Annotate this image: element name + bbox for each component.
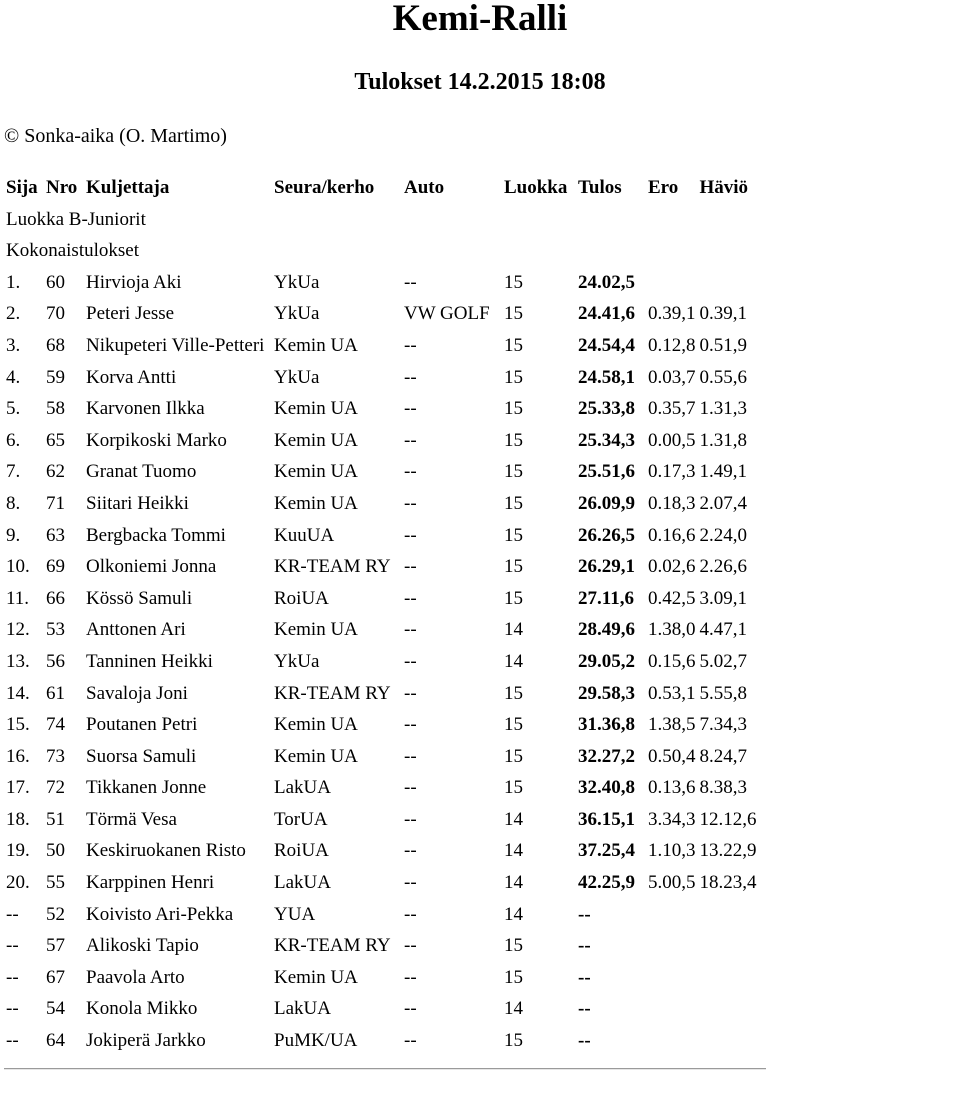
cell-luokka: 15 — [504, 587, 523, 609]
cell-auto: -- — [404, 998, 417, 1020]
table-row — [4, 930, 759, 962]
cell-havio: 0.51,9 — [699, 334, 747, 356]
cell-ero: 1.38,5 — [648, 714, 696, 736]
col-header-auto: Auto — [404, 177, 445, 198]
cell-nro: 50 — [46, 840, 65, 862]
cell-auto: -- — [404, 398, 417, 420]
cell-sija: 13. — [6, 650, 30, 672]
cell-seura: YkUa — [274, 650, 320, 672]
cell-tulos: 24.41,6 — [578, 303, 635, 325]
cell-ero — [646, 267, 698, 299]
cell-sija: 16. — [6, 745, 30, 767]
results-table — [4, 172, 759, 1057]
cell-seura: PuMK/UA — [274, 1030, 358, 1052]
table-row — [4, 330, 759, 362]
col-header-havio: Häviö — [699, 177, 749, 198]
cell-auto: VW GOLF — [404, 303, 490, 325]
cell-nro: 64 — [46, 1030, 65, 1052]
cell-ero: 1.38,0 — [648, 619, 696, 641]
cell-ero: 0.53,1 — [648, 682, 696, 704]
cell-havio — [698, 962, 759, 994]
cell-seura: Kemin UA — [274, 492, 358, 514]
cell-luokka: 15 — [504, 492, 523, 514]
cell-ero: 0.39,1 — [648, 303, 696, 325]
cell-seura: Kemin UA — [274, 745, 358, 767]
cell-kuljettaja: Karppinen Henri — [86, 872, 215, 894]
table-row — [4, 1025, 759, 1057]
cell-nro: 58 — [46, 398, 65, 420]
cell-tulos: 25.51,6 — [578, 461, 635, 483]
cell-seura: KR-TEAM RY — [274, 682, 391, 704]
table-row — [4, 741, 759, 773]
cell-nro: 60 — [46, 271, 65, 293]
cell-tulos: 28.49,6 — [578, 619, 635, 641]
cell-sija: -- — [6, 935, 19, 957]
cell-seura: Kemin UA — [274, 714, 358, 736]
cell-ero — [646, 1025, 698, 1057]
cell-havio: 1.31,3 — [699, 398, 747, 420]
cell-havio — [698, 267, 759, 299]
cell-havio: 0.39,1 — [699, 303, 747, 325]
cell-sija: 17. — [6, 777, 30, 799]
col-header-sija: Sija — [6, 177, 38, 198]
cell-sija: 6. — [6, 429, 21, 451]
table-row — [4, 804, 759, 836]
table-row — [4, 678, 759, 710]
col-header-tulos: Tulos — [578, 177, 622, 198]
col-header-luokka: Luokka — [504, 177, 568, 198]
cell-tulos: 36.15,1 — [578, 808, 635, 830]
cell-auto: -- — [404, 429, 417, 451]
cell-sija: 5. — [6, 398, 21, 420]
cell-ero: 0.50,4 — [648, 745, 696, 767]
cell-auto: -- — [404, 524, 417, 546]
cell-luokka: 15 — [504, 461, 523, 483]
table-row — [4, 993, 759, 1025]
cell-havio: 5.02,7 — [699, 650, 747, 672]
cell-ero: 0.17,3 — [648, 461, 696, 483]
cell-luokka: 14 — [504, 808, 523, 830]
cell-sija: 4. — [6, 366, 21, 388]
cell-seura: Kemin UA — [274, 429, 358, 451]
cell-havio: 3.09,1 — [699, 587, 747, 609]
cell-auto: -- — [404, 903, 417, 925]
cell-seura: Kemin UA — [274, 461, 358, 483]
cell-nro: 55 — [46, 872, 65, 894]
cell-kuljettaja: Koivisto Ari-Pekka — [86, 903, 234, 925]
cell-seura: Kemin UA — [274, 966, 358, 988]
cell-luokka: 15 — [504, 777, 523, 799]
cell-nro: 54 — [46, 998, 65, 1020]
cell-tulos: 29.58,3 — [578, 682, 635, 704]
cell-ero — [646, 962, 698, 994]
cell-auto: -- — [404, 587, 417, 609]
cell-ero: 0.15,6 — [648, 650, 696, 672]
cell-sija: 1. — [6, 271, 21, 293]
cell-ero: 3.34,3 — [648, 808, 696, 830]
cell-havio: 13.22,9 — [699, 840, 757, 862]
cell-auto: -- — [404, 366, 417, 388]
cell-ero: 0.35,7 — [648, 398, 696, 420]
cell-luokka: 14 — [504, 872, 523, 894]
cell-tulos: 25.34,3 — [578, 429, 635, 451]
cell-kuljettaja: Granat Tuomo — [86, 461, 197, 483]
cell-luokka: 15 — [504, 556, 523, 578]
cell-sija: -- — [6, 903, 19, 925]
cell-tulos: 32.40,8 — [578, 777, 635, 799]
cell-kuljettaja: Karvonen Ilkka — [86, 398, 205, 420]
cell-tulos: -- — [578, 966, 591, 988]
cell-kuljettaja: Peteri Jesse — [86, 303, 175, 325]
cell-nro: 74 — [46, 714, 65, 736]
cell-auto: -- — [404, 777, 417, 799]
cell-ero: 5.00,5 — [648, 872, 696, 894]
divider — [4, 1068, 766, 1070]
table-row — [4, 646, 759, 678]
col-header-seura: Seura/kerho — [274, 177, 375, 198]
cell-seura: LakUA — [274, 777, 331, 799]
cell-kuljettaja: Kössö Samuli — [86, 587, 193, 609]
cell-auto: -- — [404, 1030, 417, 1052]
cell-sija: 3. — [6, 334, 21, 356]
cell-nro: 72 — [46, 777, 65, 799]
cell-havio: 1.31,8 — [699, 429, 747, 451]
cell-seura: KR-TEAM RY — [274, 556, 391, 578]
cell-luokka: 15 — [504, 334, 523, 356]
cell-nro: 69 — [46, 556, 65, 578]
cell-havio: 2.07,4 — [699, 492, 747, 514]
cell-auto: -- — [404, 966, 417, 988]
cell-havio: 2.24,0 — [699, 524, 747, 546]
table-row — [4, 583, 759, 615]
cell-tulos: 24.58,1 — [578, 366, 635, 388]
cell-tulos: 31.36,8 — [578, 714, 635, 736]
overall-label-row — [4, 235, 759, 267]
cell-luokka: 14 — [504, 998, 523, 1020]
cell-kuljettaja: Suorsa Samuli — [86, 745, 197, 767]
table-row — [4, 362, 759, 394]
cell-havio: 0.55,6 — [699, 366, 747, 388]
cell-luokka: 15 — [504, 524, 523, 546]
cell-kuljettaja: Konola Mikko — [86, 998, 198, 1020]
cell-auto: -- — [404, 935, 417, 957]
cell-sija: 19. — [6, 840, 30, 862]
cell-sija: -- — [6, 1030, 19, 1052]
cell-tulos: -- — [578, 998, 591, 1020]
cell-tulos: 32.27,2 — [578, 745, 635, 767]
cell-seura: RoiUA — [274, 840, 329, 862]
cell-tulos: 24.02,5 — [578, 271, 635, 293]
cell-ero: 0.18,3 — [648, 492, 696, 514]
table-row — [4, 614, 759, 646]
cell-luokka: 15 — [504, 682, 523, 704]
cell-luokka: 14 — [504, 650, 523, 672]
cell-seura: YUA — [274, 903, 316, 925]
table-row — [4, 899, 759, 931]
table-row — [4, 867, 759, 899]
cell-ero: 0.42,5 — [648, 587, 696, 609]
cell-seura: RoiUA — [274, 587, 329, 609]
class-label-row — [4, 204, 759, 236]
cell-kuljettaja: Keskiruokanen Risto — [86, 840, 246, 862]
table-row — [4, 551, 759, 583]
cell-seura: Kemin UA — [274, 334, 358, 356]
cell-nro: 67 — [46, 966, 65, 988]
cell-kuljettaja: Savaloja Joni — [86, 682, 188, 704]
cell-sija: 8. — [6, 492, 21, 514]
table-row — [4, 425, 759, 457]
cell-ero — [646, 899, 698, 931]
cell-kuljettaja: Olkoniemi Jonna — [86, 556, 217, 578]
cell-tulos: 26.09,9 — [578, 492, 635, 514]
cell-luokka: 15 — [504, 745, 523, 767]
cell-nro: 71 — [46, 492, 65, 514]
cell-sija: 10. — [6, 556, 30, 578]
cell-tulos: 29.05,2 — [578, 650, 635, 672]
cell-nro: 70 — [46, 303, 65, 325]
cell-seura: Kemin UA — [274, 619, 358, 641]
col-header-ero: Ero — [648, 177, 679, 198]
cell-havio: 12.12,6 — [699, 808, 757, 830]
cell-sija: 7. — [6, 461, 21, 483]
cell-nro: 59 — [46, 366, 65, 388]
cell-sija: -- — [6, 966, 19, 988]
results-timestamp: Tulokset 14.2.2015 18:08 — [354, 69, 606, 95]
cell-kuljettaja: Paavola Arto — [86, 966, 185, 988]
cell-havio: 7.34,3 — [699, 714, 747, 736]
table-row — [4, 772, 759, 804]
cell-tulos: 24.54,4 — [578, 334, 635, 356]
cell-sija: 11. — [6, 587, 30, 609]
cell-havio — [698, 899, 759, 931]
cell-havio: 8.24,7 — [699, 745, 747, 767]
cell-sija: 2. — [6, 303, 21, 325]
cell-kuljettaja: Hirvioja Aki — [86, 271, 182, 293]
cell-havio: 5.55,8 — [699, 682, 747, 704]
cell-luokka: 15 — [504, 966, 523, 988]
cell-havio — [698, 1025, 759, 1057]
page-title: Kemi-Ralli — [392, 0, 568, 39]
cell-seura: YkUa — [274, 366, 320, 388]
cell-auto: -- — [404, 745, 417, 767]
cell-nro: 68 — [46, 334, 65, 356]
cell-sija: 20. — [6, 872, 30, 894]
cell-kuljettaja: Korva Antti — [86, 366, 177, 388]
cell-tulos: 26.26,5 — [578, 524, 635, 546]
table-row — [4, 488, 759, 520]
copyright-notice: © Sonka-aika (O. Martimo) — [4, 125, 227, 147]
cell-ero: 0.12,8 — [648, 334, 696, 356]
cell-nro: 65 — [46, 429, 65, 451]
cell-havio: 4.47,1 — [699, 619, 747, 641]
overall-label: Kokonaistulokset — [6, 240, 139, 262]
cell-tulos: -- — [578, 1030, 591, 1052]
cell-sija: 9. — [6, 524, 21, 546]
cell-tulos: 37.25,4 — [578, 840, 635, 862]
table-row — [4, 393, 759, 425]
cell-havio: 8.38,3 — [699, 777, 747, 799]
cell-havio: 1.49,1 — [699, 461, 747, 483]
table-row — [4, 835, 759, 867]
cell-luokka: 15 — [504, 398, 523, 420]
cell-auto: -- — [404, 461, 417, 483]
cell-tulos: -- — [578, 935, 591, 957]
cell-havio — [698, 930, 759, 962]
cell-kuljettaja: Bergbacka Tommi — [86, 524, 226, 546]
cell-luokka: 15 — [504, 366, 523, 388]
cell-kuljettaja: Jokiperä Jarkko — [86, 1030, 206, 1052]
cell-tulos: -- — [578, 903, 591, 925]
cell-havio — [698, 993, 759, 1025]
cell-kuljettaja: Tikkanen Jonne — [86, 777, 207, 799]
cell-seura: YkUa — [274, 271, 320, 293]
cell-seura: YkUa — [274, 303, 320, 325]
cell-nro: 61 — [46, 682, 65, 704]
table-row — [4, 962, 759, 994]
cell-auto: -- — [404, 682, 417, 704]
cell-nro: 51 — [46, 808, 65, 830]
cell-auto: -- — [404, 808, 417, 830]
col-header-nro: Nro — [46, 177, 78, 198]
table-row — [4, 298, 759, 330]
cell-tulos: 25.33,8 — [578, 398, 635, 420]
cell-ero: 0.13,6 — [648, 777, 696, 799]
cell-sija: 18. — [6, 808, 30, 830]
col-header-kuljettaja: Kuljettaja — [86, 177, 170, 198]
cell-luokka: 15 — [504, 935, 523, 957]
cell-luokka: 15 — [504, 429, 523, 451]
cell-ero — [646, 993, 698, 1025]
cell-luokka: 14 — [504, 619, 523, 641]
cell-luokka: 14 — [504, 903, 523, 925]
cell-seura: LakUA — [274, 998, 331, 1020]
cell-sija: -- — [6, 998, 19, 1020]
table-row — [4, 267, 759, 299]
cell-auto: -- — [404, 492, 417, 514]
cell-ero: 0.02,6 — [648, 556, 696, 578]
cell-auto: -- — [404, 271, 417, 293]
cell-nro: 57 — [46, 935, 65, 957]
cell-nro: 53 — [46, 619, 65, 641]
cell-ero: 0.16,6 — [648, 524, 696, 546]
cell-seura: KR-TEAM RY — [274, 935, 391, 957]
cell-auto: -- — [404, 556, 417, 578]
cell-ero: 0.00,5 — [648, 429, 696, 451]
cell-sija: 12. — [6, 619, 30, 641]
cell-ero: 0.03,7 — [648, 366, 696, 388]
cell-kuljettaja: Tanninen Heikki — [86, 650, 213, 672]
cell-auto: -- — [404, 872, 417, 894]
cell-auto: -- — [404, 334, 417, 356]
cell-nro: 73 — [46, 745, 65, 767]
cell-ero — [646, 930, 698, 962]
cell-luokka: 14 — [504, 840, 523, 862]
cell-auto: -- — [404, 650, 417, 672]
class-label: Luokka B-Juniorit — [6, 208, 146, 230]
cell-auto: -- — [404, 619, 417, 641]
cell-nro: 63 — [46, 524, 65, 546]
cell-auto: -- — [404, 840, 417, 862]
cell-kuljettaja: Korpikoski Marko — [86, 429, 227, 451]
cell-tulos: 42.25,9 — [578, 872, 635, 894]
cell-kuljettaja: Törmä Vesa — [86, 808, 177, 830]
cell-havio: 18.23,4 — [699, 872, 757, 894]
cell-nro: 66 — [46, 587, 65, 609]
cell-nro: 56 — [46, 650, 65, 672]
cell-kuljettaja: Alikoski Tapio — [86, 935, 199, 957]
cell-luokka: 15 — [504, 1030, 523, 1052]
cell-kuljettaja: Poutanen Petri — [86, 714, 198, 736]
cell-kuljettaja: Siitari Heikki — [86, 492, 189, 514]
cell-nro: 52 — [46, 903, 65, 925]
cell-seura: KuuUA — [274, 524, 335, 546]
cell-sija: 14. — [6, 682, 30, 704]
cell-tulos: 26.29,1 — [578, 556, 635, 578]
table-row — [4, 456, 759, 488]
cell-auto: -- — [404, 714, 417, 736]
cell-seura: LakUA — [274, 872, 331, 894]
cell-seura: Kemin UA — [274, 398, 358, 420]
cell-kuljettaja: Nikupeteri Ville-Petteri — [86, 334, 265, 356]
cell-seura: TorUA — [274, 808, 328, 830]
cell-kuljettaja: Anttonen Ari — [86, 619, 186, 641]
cell-sija: 15. — [6, 714, 30, 736]
cell-luokka: 15 — [504, 303, 523, 325]
table-row — [4, 709, 759, 741]
cell-ero: 1.10,3 — [648, 840, 696, 862]
cell-luokka: 15 — [504, 714, 523, 736]
cell-havio: 2.26,6 — [699, 556, 747, 578]
table-row — [4, 520, 759, 552]
cell-luokka: 15 — [504, 271, 523, 293]
header-row — [4, 172, 759, 204]
cell-nro: 62 — [46, 461, 65, 483]
cell-tulos: 27.11,6 — [578, 587, 634, 609]
